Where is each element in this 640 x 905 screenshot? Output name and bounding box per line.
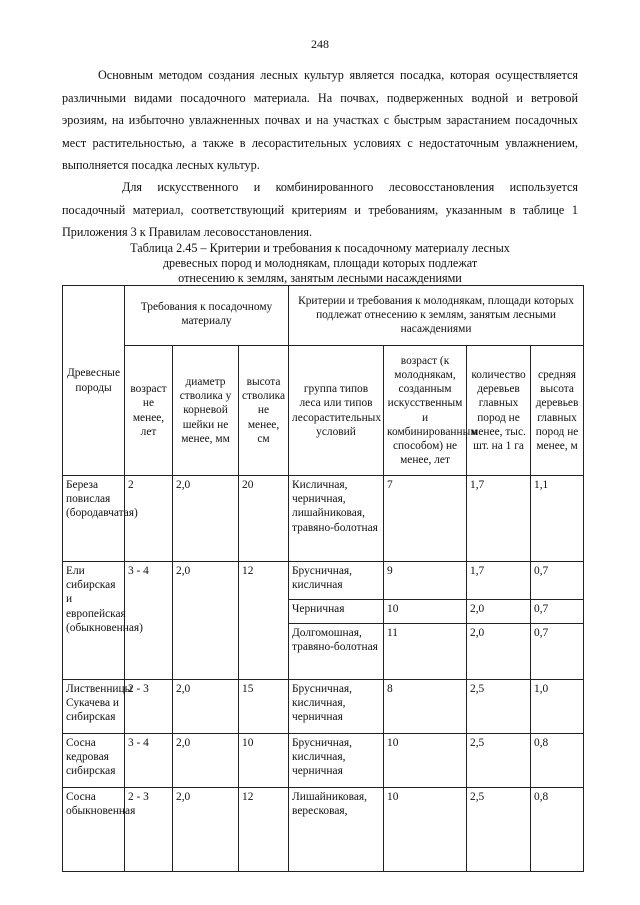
forest-type-cell: Черничная bbox=[289, 600, 384, 624]
table-caption bbox=[62, 241, 578, 286]
tree-count-cell: 2,5 bbox=[467, 680, 531, 734]
forest-type-cell: Долгомошная, травяно-болотная bbox=[289, 624, 384, 680]
height-cell: 15 bbox=[239, 680, 289, 734]
header-diameter: диаметр стволика у корневой шейки не менее, мм bbox=[173, 346, 239, 476]
age-cell: 2 bbox=[125, 476, 173, 562]
age-cell: 3 - 4 bbox=[125, 734, 173, 788]
young-age-cell: 10 bbox=[384, 734, 467, 788]
diameter-cell: 2,0 bbox=[173, 562, 239, 680]
average-height-cell: 0,8 bbox=[531, 734, 584, 788]
young-age-cell: 9 bbox=[384, 562, 467, 600]
species-cell: Ели сибирская и европейская (обыкновенная) bbox=[63, 562, 125, 680]
header-age: возраст не менее, лет bbox=[125, 346, 173, 476]
diameter-cell: 2,0 bbox=[173, 734, 239, 788]
page-number: 248 bbox=[311, 37, 329, 51]
species-cell: Береза повислая (бородавчатая) bbox=[63, 476, 125, 562]
young-age-cell: 10 bbox=[384, 788, 467, 872]
diameter-cell: 2,0 bbox=[173, 788, 239, 872]
young-age-cell: 7 bbox=[384, 476, 467, 562]
age-cell: 3 - 4 bbox=[125, 562, 173, 680]
height-cell: 20 bbox=[239, 476, 289, 562]
forest-type-cell: Брусничная, кисличная bbox=[289, 562, 384, 600]
tree-count-cell: 2,0 bbox=[467, 600, 531, 624]
header-height: высота стволика не менее, см bbox=[239, 346, 289, 476]
table-row bbox=[63, 476, 584, 562]
table-row bbox=[63, 680, 584, 734]
age-cell: 2 - 3 bbox=[125, 680, 173, 734]
caption-line: Таблица 2.45 – Критерии и требования к посадочному материалу лесных bbox=[130, 241, 510, 255]
intro-paragraph: Основным методом создания лесных культур является посадка, которая осуществляется различными видами посадочного материала. На почвах, подверженных водной и ветровой эрозиям, на избыточно увлажненных почвах и на участках с быстрым зарастанием посадочных мест растительностью, а также в лесорастительных условиях с недостаточным увлажнением, выполняется посадка лесных культур. bbox=[62, 68, 578, 172]
height-cell: 12 bbox=[239, 788, 289, 872]
header-young-stand-criteria: Критерии и требования к молоднякам, площади которых подлежат отнесению к землям, занятым лесными насаждениями bbox=[289, 286, 584, 346]
header-average-height: средняя высота деревьев главных пород не менее, м bbox=[531, 346, 584, 476]
forest-type-cell: Брусничная, кисличная, черничная bbox=[289, 680, 384, 734]
tree-count-cell: 2,0 bbox=[467, 624, 531, 680]
tree-count-cell: 2,5 bbox=[467, 788, 531, 872]
species-cell: Сосна обыкновенная bbox=[63, 788, 125, 872]
header-species: Древесные породы bbox=[63, 286, 125, 476]
forest-type-cell: Кисличная, черничная, лишайниковая, травяно-болотная bbox=[289, 476, 384, 562]
average-height-cell: 0,7 bbox=[531, 624, 584, 680]
tree-count-cell: 1,7 bbox=[467, 562, 531, 600]
table-row bbox=[63, 562, 584, 600]
height-cell: 10 bbox=[239, 734, 289, 788]
young-age-cell: 11 bbox=[384, 624, 467, 680]
average-height-cell: 0,7 bbox=[531, 600, 584, 624]
criteria-table bbox=[62, 285, 584, 872]
average-height-cell: 0,8 bbox=[531, 788, 584, 872]
average-height-cell: 1,1 bbox=[531, 476, 584, 562]
young-age-cell: 8 bbox=[384, 680, 467, 734]
forest-type-cell: Лишайниковая, вересковая, bbox=[289, 788, 384, 872]
header-planting-requirements: Требования к посадочному материалу bbox=[125, 286, 289, 346]
diameter-cell: 2,0 bbox=[173, 680, 239, 734]
header-forest-type: группа типов леса или типов лесорастительных условий bbox=[289, 346, 384, 476]
young-age-cell: 10 bbox=[384, 600, 467, 624]
tree-count-cell: 1,7 bbox=[467, 476, 531, 562]
age-cell: 2 - 3 bbox=[125, 788, 173, 872]
species-cell: Лиственницы Сукачева и сибирская bbox=[63, 680, 125, 734]
forest-type-cell: Брусничная, кисличная, черничная bbox=[289, 734, 384, 788]
average-height-cell: 0,7 bbox=[531, 562, 584, 600]
height-cell: 12 bbox=[239, 562, 289, 680]
species-cell: Сосна кедровая сибирская bbox=[63, 734, 125, 788]
caption-line: отнесению к землям, занятым лесными насаждениями bbox=[178, 271, 462, 285]
table-row bbox=[63, 734, 584, 788]
planting-material-paragraph: Для искусственного и комбинированного лесовосстановления используется посадочный материал, соответствующий критериям и требованиям, указанным в таблице 1 Приложения 3 к Правилам лесовосстановления. bbox=[62, 180, 578, 239]
header-tree-count: количество деревьев главных пород не менее, тыс. шт. на 1 га bbox=[467, 346, 531, 476]
caption-line: древесных пород и молоднякам, площади которых подлежат bbox=[162, 256, 478, 270]
average-height-cell: 1,0 bbox=[531, 680, 584, 734]
table-row bbox=[63, 788, 584, 872]
tree-count-cell: 2,5 bbox=[467, 734, 531, 788]
header-young-age: возраст (к молоднякам, созданным искусственным и комбинированным способом) не менее, лет bbox=[384, 346, 467, 476]
diameter-cell: 2,0 bbox=[173, 476, 239, 562]
